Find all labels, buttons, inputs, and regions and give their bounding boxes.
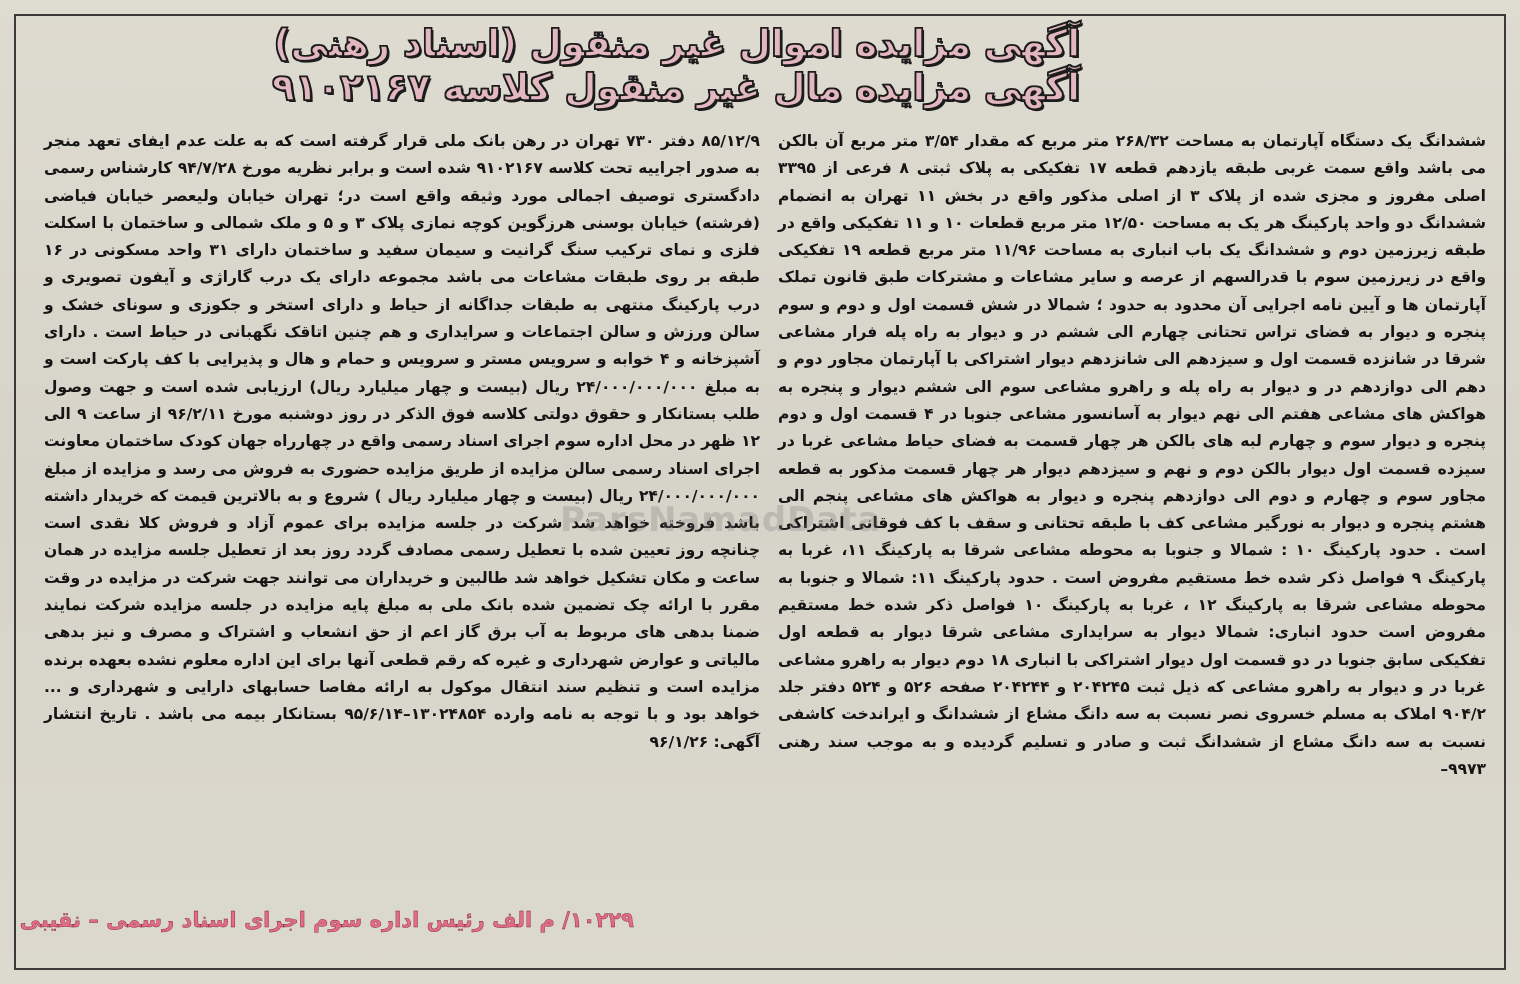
left-column [44,128,760,756]
right-column [778,128,1486,783]
notice-title [272,22,1080,110]
signature-line: ۱۰۲۲۹/ م الف رئیس اداره سوم اجرای اسناد رسمی – نقیبی [19,908,634,932]
watermark: ParsNamadData [560,500,882,540]
title-line-1: آگهی مزایده اموال غیر منقول (اسناد رهنی) [273,22,1080,65]
title-line-2: آگهی مزایده مال غیر منقول کلاسه ۹۱۰۲۱۶۷ [272,66,1080,109]
right-column-text: ششدانگ یک دستگاه آپارتمان به مساحت ۲۶۸/۳۲ متر مربع که مقدار ۳/۵۴ متر مربع آن بالکن می باشد واقع سمت غربی طبقه یازدهم قطعه ۱۷ تفکیکی به پلاک ثبتی ۸ فرعی از ۳۳۹۵ اصلی مفروز و مجزی شده از پلاک ۳ از اصلی مذکور واقع در بخش ۱۱ تهران به انضمام ششدانگ دو واحد پارکینگ هر یک به مساحت ۱۲/۵۰ متر مربع قطعات ۱۰ و ۱۱ تفکیکی واقع در طبقه زیرزمین دوم و ششدانگ یک باب انباری به مساحت ۱۱/۹۶ متر مربع قطعه ۱۹ تفکیکی واقع در زیرزمین سوم با قدرالسهم از عرصه و سایر مشاعات و مشترکات طبق قانون تملک آپارتمان ها و آیین نامه اجرایی آن محدود به حدود ؛ شمالا در شش قسمت اول و دوم و سوم پنجره و دیوار به فضای تراس تحتانی چهارم الی ششم در و دیوار به راه پله فرار مشاعی شرقا در شانزده قسمت اول و سیزدهم الی شانزدهم دیوار اشتراکی با آپارتمان مجاور دوم و دهم الی دوازدهم در و دیوار به راه پله و راهرو مشاعی سوم الی ششم دیوار و پنجره به هواکش های مشاعی هفتم الی نهم دیوار به آسانسور مشاعی جنوبا در ۴ قسمت اول و دوم پنجره و دیوار سوم و چهارم لبه های بالکن هر چهار قسمت به فضای حیاط مشاعی غربا در سیزده قسمت اول دیوار بالکن دوم و نهم و سیزدهم دیوار هر چهار قسمت مذکور به قطعه مجاور سوم و چهارم و دوم الی دوازدهم پنجره و دیوار به هواکش های مشاعی پنجم الی هشتم پنجره و دیوار به نورگیر مشاعی کف با طبقه تحتانی و سقف با کف فوقانی اشتراکی است . حدود پارکینگ ۱۰ : شمالا و جنوبا به محوطه مشاعی شرقا به پارکینگ ۱۱، غربا به پارکینگ ۹ فواصل ذکر شده خط مستقیم مفروض است . حدود پارکینگ ۱۱: شمالا و جنوبا به محوطه مشاعی شرقا به پارکینگ ۱۲ ، غربا به پارکینگ ۱۰ فواصل ذکر شده خط مستقیم مفروض است حدود انباری: شمالا دیوار به سرایداری مشاعی شرقا دیوار به قطعه اول تفکیکی سابق جنوبا در دو قسمت اول دیوار اشتراکی با انباری ۱۸ دوم دیوار به راهرو مشاعی غربا در و دیوار به راهرو مشاعی که ذیل ثبت ۲۰۴۲۴۵ و ۲۰۴۲۴۴ صفحه ۵۲۶ و ۵۲۴ دفتر جلد ۹۰۴/۲ املاک به مسلم خسروی نصر نسبت به سه دانگ مشاع از ششدانگ و ایراندخت کاشفی نسبت به سه دانگ مشاع از ششدانگ ثبت و صادر و تسلیم گردیده و به موجب سند رهنی ۹۹۷۳– [778,132,1486,778]
left-column-text: ۸۵/۱۲/۹ دفتر ۷۳۰ تهران در رهن بانک ملی قرار گرفته است که به علت عدم ایفای تعهد منجر به صدور اجراییه تحت کلاسه ۹۱۰۲۱۶۷ شده است و برابر نظریه مورخ ۹۴/۷/۲۸ کارشناس رسمی دادگستری توصیف اجمالی مورد وثیقه واقع است در؛ تهران خیابان ولیعصر خیابان فیاضی (فرشته) خیابان بوسنی هرزگوین کوچه نمازی پلاک ۳ و ۵ و ملک شمالی و ساختمان با اسکلت فلزی و نمای ترکیب سنگ گرانیت و سیمان سفید و ساختمان دارای ۳۱ واحد مسکونی در ۱۶ طبقه بر روی طبقات مشاعات می باشد مجموعه دارای یک درب گاراژی و آیفون تصویری و درب پارکینگ منتهی به طبقات جداگانه از حیاط و دارای استخر و جکوزی و سونای خشک و سالن ورزش و سالن اجتماعات و سرایداری و هم چنین اتاقک نگهبانی در حیاط است . دارای آشپزخانه و ۴ خوابه و سرویس مستر و سرویس و حمام و هال و پذیرایی با کف پارکت است و به مبلغ ۲۴/۰۰۰/۰۰۰/۰۰۰ ریال (بیست و چهار میلیارد ریال) ارزیابی شده است و جهت وصول طلب بستانکار و حقوق دولتی کلاسه فوق الذکر در روز دوشنبه مورخ ۹۶/۲/۱۱ از ساعت ۹ الی ۱۲ ظهر در محل اداره سوم اجرای اسناد رسمی واقع در چهارراه جهان کودک ساختمان معاونت اجرای اسناد رسمی سالن مزایده از طریق مزایده حضوری به فروش می رسد و مزایده از مبلغ ۲۴/۰۰۰/۰۰۰/۰۰۰ ریال (بیست و چهار میلیارد ریال ) شروع و به بالاترین قیمت که خریدار داشته باشد فروخته خواهد شد شرکت در جلسه مزایده برای عموم آزاد و فروش کلا نقدی است چنانچه روز تعیین شده با تعطیل رسمی مصادف گردد روز بعد از تعطیل جلسه مزایده در همان ساعت و مکان تشکیل خواهد شد طالبین و خریداران می توانند جهت شرکت در مزایده در وقت مقرر با ارائه چک تضمین شده بانک ملی به مبلغ پایه مزایده در جلسه مزایده شرکت نمایند ضمنا بدهی های مربوط به آب برق گاز اعم از حق انشعاب و اشتراک و مصرف و نیز بدهی مالیاتی و عوارض شهرداری و غیره که رقم قطعی آنها برای این اداره معلوم نشده بعهده برنده مزایده است و تنظیم سند انتقال موکول به ارائه مفاصا حسابهای دارایی و شهرداری و ... خواهد بود و با توجه به نامه وارده ۱۳۰۲۴۸۵۴–۹۵/۶/۱۴ بستانکار بیمه می باشد . تاریخ انتشار آگهی: ۹۶/۱/۲۶ [44,132,761,751]
